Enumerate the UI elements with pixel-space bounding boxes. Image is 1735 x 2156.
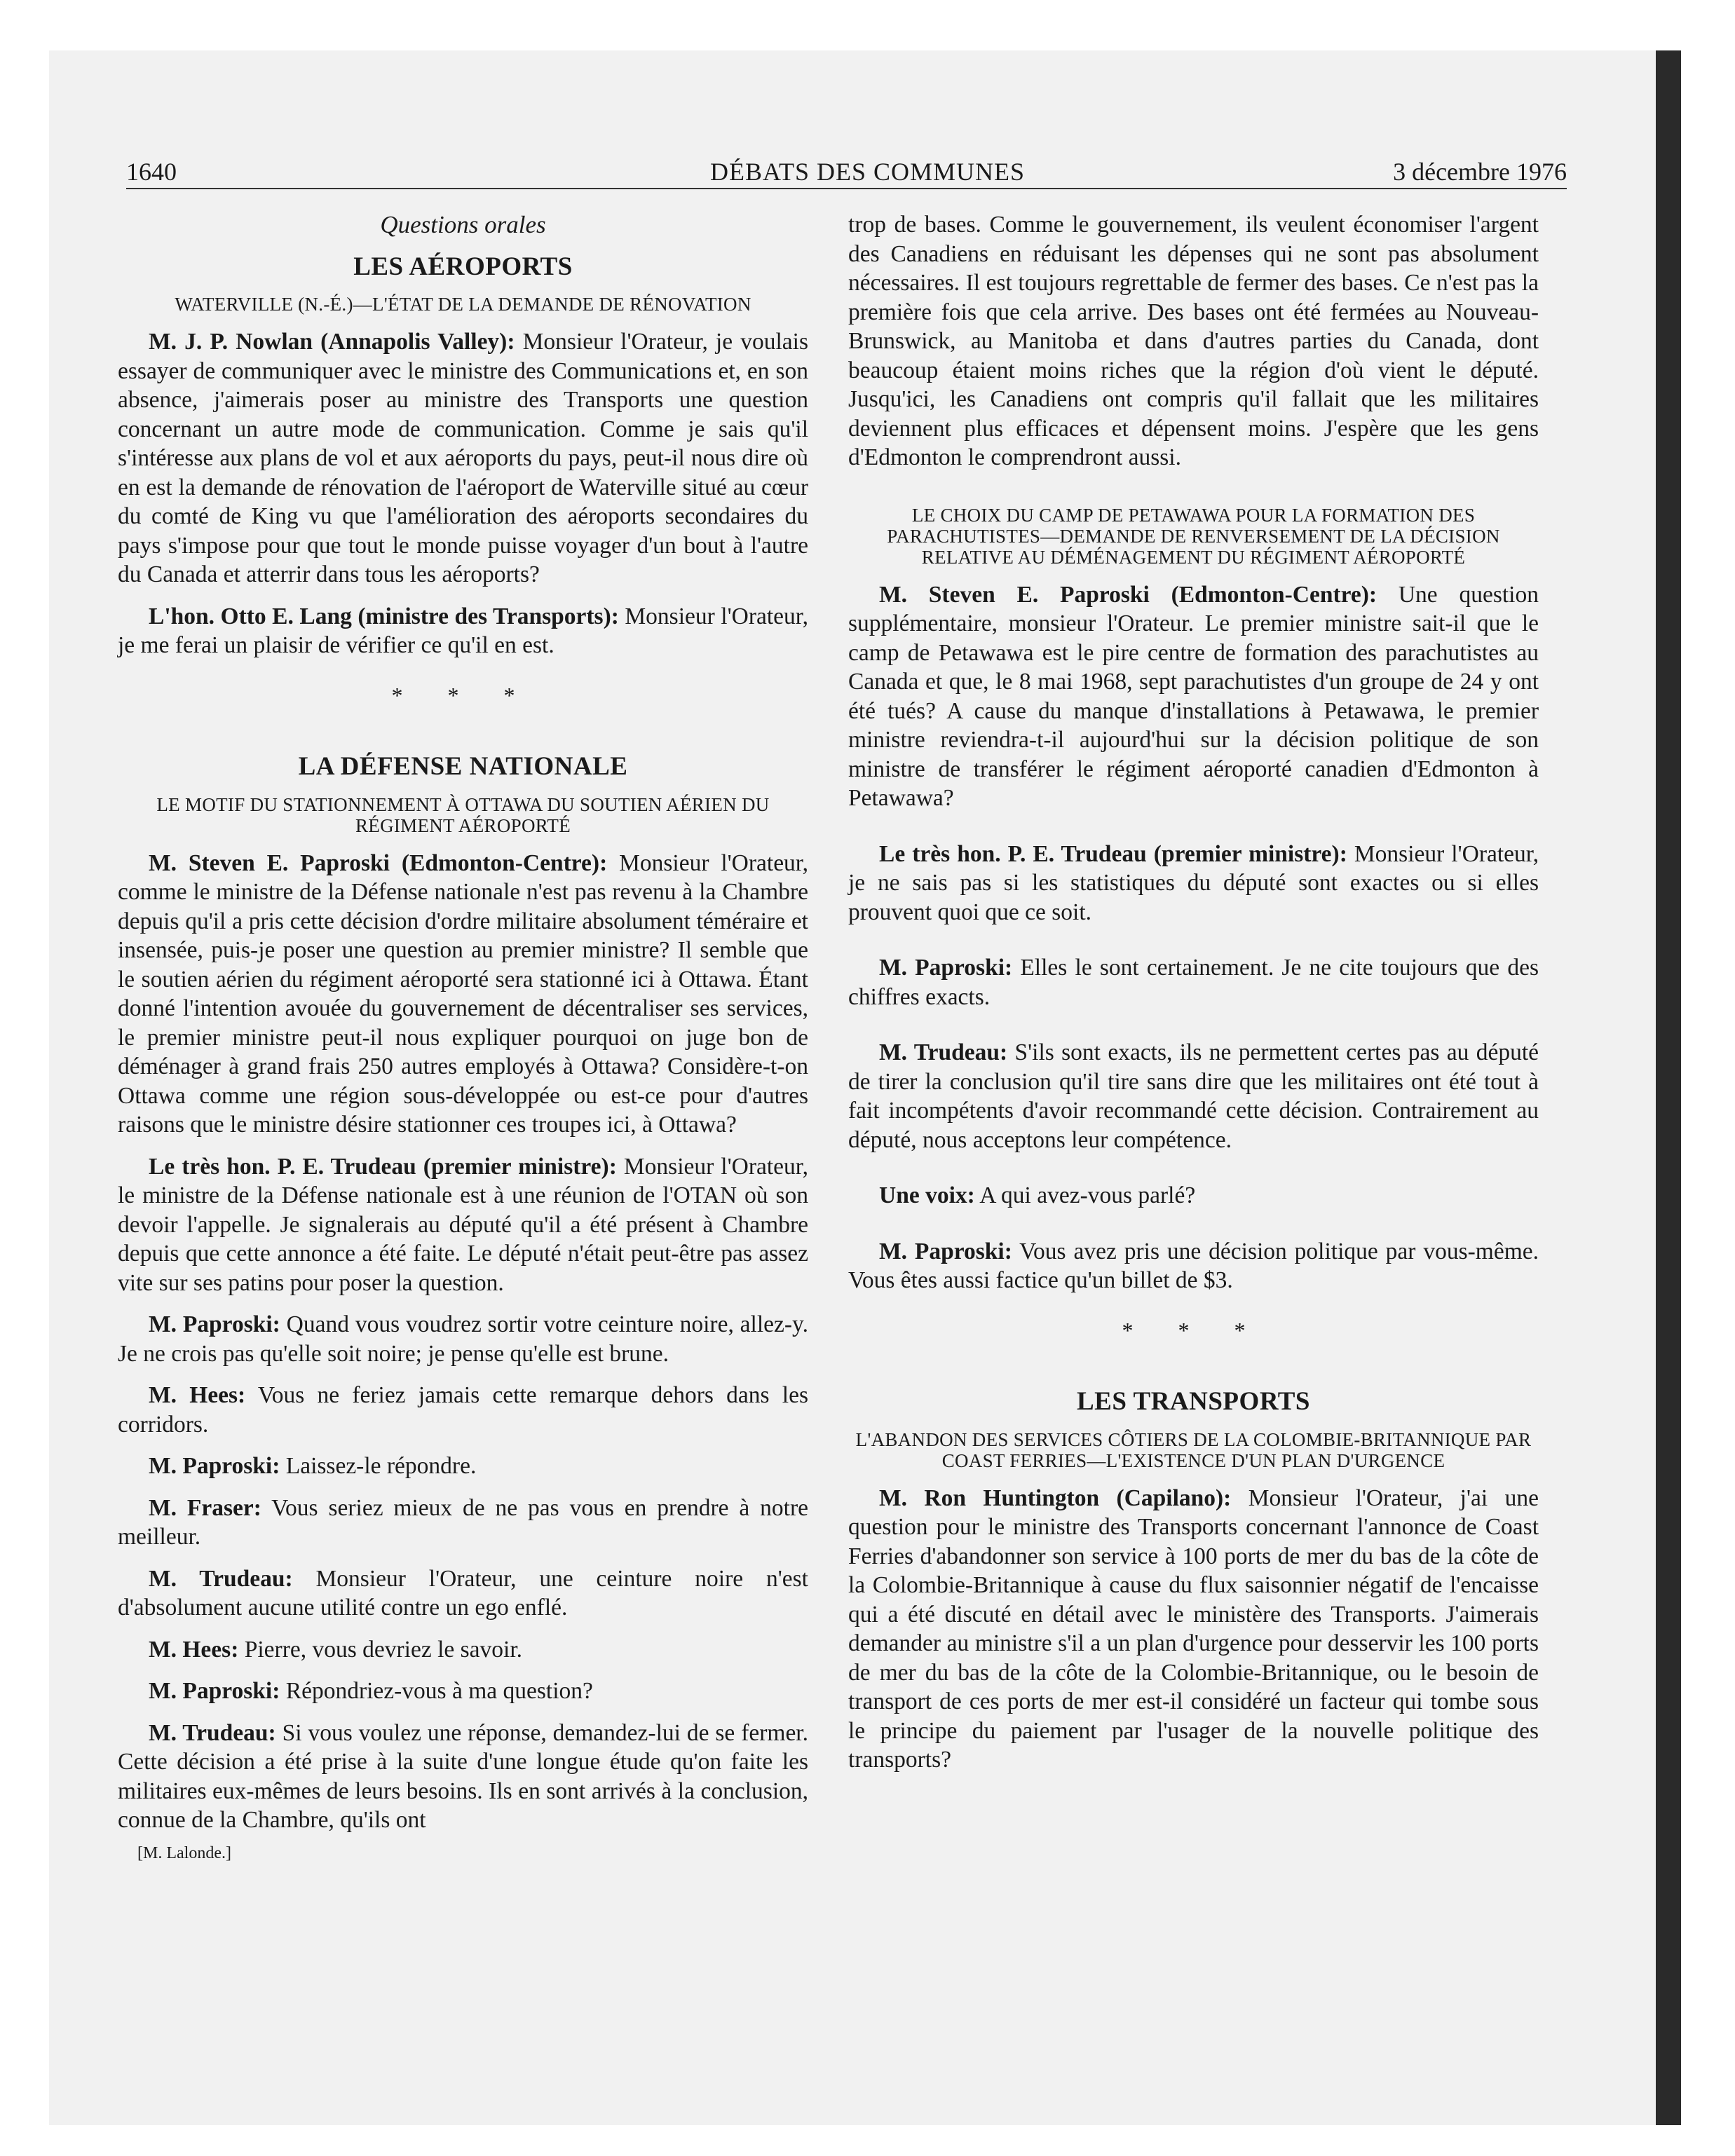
speaker-name: M. Paproski: bbox=[879, 955, 1013, 981]
speaker-name: M. Trudeau: bbox=[879, 1039, 1008, 1065]
paragraph bbox=[118, 1310, 808, 1368]
paragraph bbox=[848, 1181, 1539, 1210]
speaker-name: M. Hees: bbox=[149, 1636, 239, 1663]
paragraph bbox=[848, 1237, 1539, 1295]
speaker-name: Le très hon. P. E. Trudeau (premier ministre): bbox=[879, 840, 1347, 867]
speaker-name: M. J. P. Nowlan (Annapolis Valley): bbox=[149, 329, 515, 355]
subheading-ottawa: LE MOTIF DU STATIONNEMENT À OTTAWA DU SOUTIEN AÉRIEN DU RÉGIMENT AÉROPORTÉ bbox=[156, 793, 770, 836]
paragraph bbox=[118, 1152, 808, 1298]
speech-text: Une question supplémentaire, monsieur l'Orateur. Le premier ministre sait-il que le camp de Petawawa est le pire centre de formation des parachutistes au Canada et que, le 8 mai 1968, sept parachutistes d'un groupe de 24 y ont été tués? A cause du manque d'installations à Petawawa, le premier ministre reviendra-t-il aujourd'hui sur la décision politique de son ministre de transférer le régiment aéroporté canadien d'Edmonton à Petawawa? bbox=[848, 581, 1539, 811]
paragraph bbox=[848, 580, 1539, 813]
section-title-airports: LES AÉROPORTS bbox=[353, 252, 573, 281]
paragraph bbox=[848, 840, 1539, 927]
paragraph bbox=[118, 1719, 808, 1835]
paragraph bbox=[118, 602, 808, 660]
paragraph bbox=[118, 849, 808, 1140]
right-column bbox=[848, 210, 1539, 1787]
speech-text: Monsieur l'Orateur, je voulais essayer de communiquer avec le ministre des Communications et, en son absence, j'aimerais poser au ministre des Transports une question concernant un autre mode de communication. Comme je sais qu'il s'intéresse aux plans de vol et aux aéroports du pays, peut-il nous dire où en est la demande de rénovation de l'aéroport de Waterville situé au cœur du comté de King vu que l'amélioration des aéroports secondaires du pays s'impose pour que tout le monde puisse voyager d'un bout à l'autre du Canada et atterrir dans tous les aéroports? bbox=[118, 329, 809, 587]
page-date: 3 décembre 1976 bbox=[1393, 158, 1567, 186]
speaker-name: M. Paproski: bbox=[149, 1678, 280, 1704]
section-separator: * * * bbox=[391, 682, 535, 708]
speaker-name: M. Fraser: bbox=[149, 1494, 261, 1521]
speech-text: Vous avez pris une décision politique par vous-même. Vous êtes aussi factice qu'un billet de $3. bbox=[848, 1238, 1539, 1293]
speech-text: Monsieur l'Orateur, j'ai une question pour le ministre des Transports concernant l'annonce de Coast Ferries d'abandonner son service à 100 ports de mer du bas de la côte de la Colombie-Britannique à cause du flux saisonnier négatif de l'encaisse qui a été discuté en détail avec le ministère des Transports. J'aimerais demander au ministre s'il a un plan d'urgence pour desservir les 100 ports de mer du bas de la côte de la Colombie-Britannique, ou le besoin de transport de ces ports de mer est-il considéré un facteur qui tombe sous le principe du paiement par l'usager de la nouvelle politique des transports? bbox=[848, 1485, 1539, 1773]
paragraph bbox=[118, 1677, 808, 1706]
subheading-waterville: WATERVILLE (N.-É.)—L'ÉTAT DE LA DEMANDE DE RÉNOVATION bbox=[175, 294, 751, 315]
page-number: 1640 bbox=[126, 158, 177, 186]
paragraph bbox=[848, 953, 1539, 1011]
paragraph bbox=[848, 1484, 1539, 1775]
footnote: [M. Lalonde.] bbox=[137, 1843, 231, 1862]
speaker-name: M. Paproski: bbox=[149, 1453, 280, 1479]
speech-text: Vous ne feriez jamais cette remarque dehors dans les corridors. bbox=[118, 1382, 808, 1438]
section-heading-italic: Questions orales bbox=[380, 211, 546, 238]
paragraph bbox=[848, 1038, 1539, 1154]
section-title-transport: LES TRANSPORTS bbox=[1077, 1387, 1310, 1416]
speaker-name: M. Steven E. Paproski (Edmonton-Centre): bbox=[149, 850, 608, 876]
speech-text: Elles le sont certainement. Je ne cite toujours que des chiffres exacts. bbox=[848, 955, 1539, 1010]
speech-text: S'ils sont exacts, ils ne permettent certes pas au député de tirer la conclusion qu'il tire sans dire que les militaires ont été tout à fait incompétents d'avoir recommandé cette décision. Contrairement au député, nous acceptons leur compétence. bbox=[848, 1039, 1539, 1153]
speaker-name: L'hon. Otto E. Lang (ministre des Transports): bbox=[149, 603, 619, 629]
speech-text: Monsieur l'Orateur, une ceinture noire n'est d'absolument aucune utilité contre un ego enflé. bbox=[118, 1565, 808, 1621]
left-column bbox=[118, 210, 808, 1868]
speech-text: Vous seriez mieux de ne pas vous en prendre à notre meilleur. bbox=[118, 1494, 808, 1550]
running-title: DÉBATS DES COMMUNES bbox=[709, 158, 1026, 186]
paragraph-continued: trop de bases. Comme le gouvernement, ils veulent économiser l'argent des Canadiens en réduisant les dépenses qui ne sont pas absolument nécessaires. Il est toujours regrettable de fermer des bases. Ce n'est pas la première fois que cela arrive. Des bases ont été fermées au Nouveau-Brunswick, au Manitoba et dans d'autres parties du Canada, dont beaucoup étaient moins riches que la région d'où vient le député. Jusqu'ici, les Canadiens ont compris qu'il fallait que les militaires deviennent plus efficaces et dépensent moins. J'espère que les gens d'Edmonton le comprendront aussi. bbox=[848, 212, 1539, 470]
paragraph bbox=[118, 1381, 808, 1439]
speaker-name: M. Steven E. Paproski (Edmonton-Centre): bbox=[879, 581, 1377, 608]
speaker-name: M. Trudeau: bbox=[149, 1565, 293, 1592]
speech-text: Quand vous voudrez sortir votre ceinture noire, allez-y. Je ne crois pas qu'elle soit noire; je pense qu'elle est brune. bbox=[118, 1311, 808, 1367]
header-rule bbox=[126, 188, 1567, 189]
paragraph bbox=[118, 1564, 808, 1623]
speaker-name: M. Paproski: bbox=[879, 1238, 1012, 1264]
paragraph bbox=[118, 1494, 808, 1552]
speech-text: Monsieur l'Orateur, comme le ministre de la Défense nationale n'est pas revenu à la Chambre depuis qu'il a pris cette décision d'ordre militaire absolument téméraire et insensée, puis-je poser une question au premier ministre? Il semble que le soutien aérien du régiment aéroporté sera stationné ici à Ottawa. Étant donné l'intention avouée du gouvernement de décentraliser ses services, le premier ministre peut-il nous expliquer pourquoi on juge bon de déménager à grand frais 250 autres employés à Ottawa? Considère-t-on Ottawa comme une région sous-développée ou est-ce pour d'autres raisons que le ministre désire stationner ces troupes ici, à Ottawa? bbox=[118, 850, 808, 1138]
speech-text: Monsieur l'Orateur, je ne sais pas si les statistiques du député sont exactes ou si elles prouvent quoi que ce soit. bbox=[848, 840, 1539, 925]
speech-text: Monsieur l'Orateur, le ministre de la Défense nationale est à une réunion de l'OTAN où son devoir l'appelle. Je signalerais au député qu'il a été présent à Chambre depuis que cette annonce a été faite. Le député n'était peut-être pas assez vite sur ses patins pour poser la question. bbox=[118, 1153, 808, 1296]
speech-text: Répondriez-vous à ma question? bbox=[280, 1678, 593, 1704]
scan-edge-shadow bbox=[1656, 50, 1681, 2125]
section-separator: * * * bbox=[1122, 1317, 1265, 1343]
speech-text: Monsieur l'Orateur, je me ferai un plaisir de vérifier ce qu'il en est. bbox=[118, 603, 808, 658]
speaker-name: M. Trudeau: bbox=[149, 1719, 276, 1746]
subheading-petawawa: LE CHOIX DU CAMP DE PETAWAWA POUR LA FORMATION DES PARACHUTISTES—DEMANDE DE RENVERSEMENT DE LA DÉCISION RELATIVE AU DÉMÉNAGEMENT DU RÉGIMENT AÉROPORTÉ bbox=[887, 504, 1500, 568]
speaker-name: Une voix: bbox=[879, 1182, 975, 1208]
speaker-name: M. Paproski: bbox=[149, 1311, 280, 1337]
speaker-name: M. Ron Huntington (Capilano): bbox=[879, 1485, 1232, 1511]
paragraph bbox=[118, 1635, 808, 1665]
paragraph bbox=[118, 327, 808, 589]
speech-text: Laissez-le répondre. bbox=[280, 1453, 477, 1479]
speaker-name: M. Hees: bbox=[149, 1382, 246, 1408]
speech-text: Si vous voulez une réponse, demandez-lui de se fermer. Cette décision a été prise à la suite d'une longue étude qu'on faite les militaires eux-mêmes de leurs besoins. Ils en sont arrivés à la conclusion, connue de la Chambre, qu'ils ont bbox=[118, 1719, 808, 1833]
speech-text: Pierre, vous devriez le savoir. bbox=[238, 1636, 523, 1663]
section-title-defense: LA DÉFENSE NATIONALE bbox=[298, 752, 628, 781]
paragraph bbox=[118, 1452, 808, 1481]
speaker-name: Le très hon. P. E. Trudeau (premier ministre): bbox=[149, 1153, 617, 1180]
subheading-coast-ferries: L'ABANDON DES SERVICES CÔTIERS DE LA COLOMBIE-BRITANNIQUE PAR COAST FERRIES—L'EXISTENCE D'UN PLAN D'URGENCE bbox=[855, 1428, 1532, 1471]
speech-text: A qui avez-vous parlé? bbox=[974, 1182, 1196, 1208]
